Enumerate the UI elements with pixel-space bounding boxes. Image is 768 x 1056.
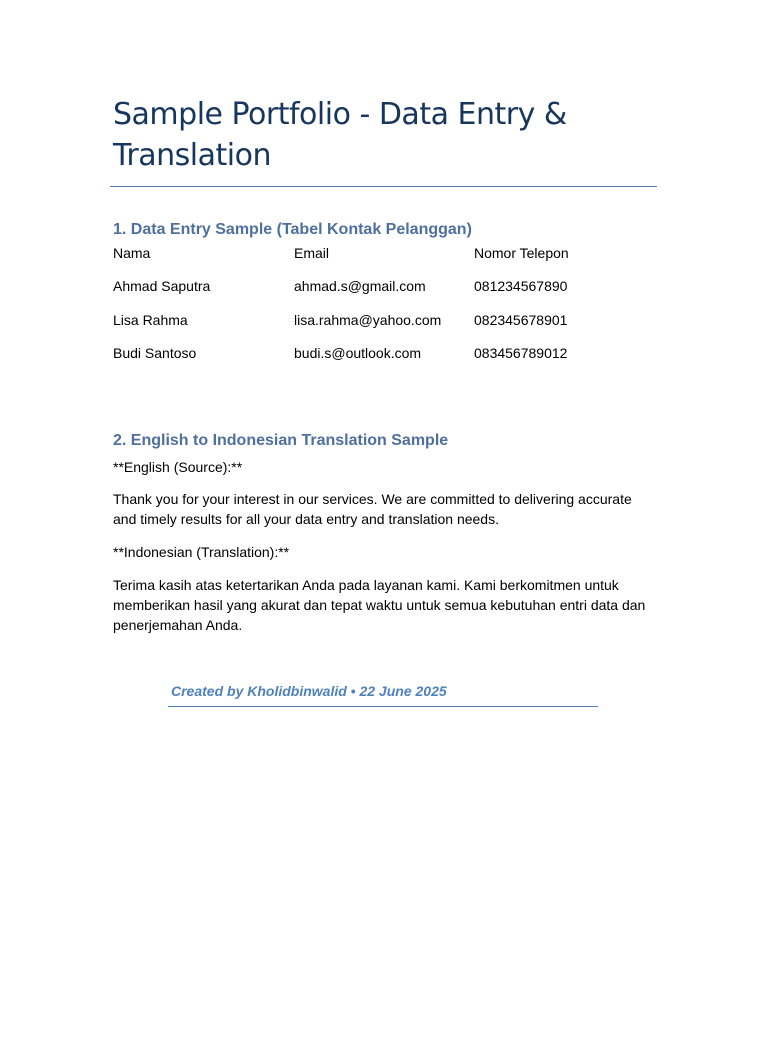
section-heading-data-entry: 1. Data Entry Sample (Tabel Kontak Pelanggan) bbox=[113, 221, 472, 238]
title-underline bbox=[110, 186, 657, 187]
column-header-email: Email bbox=[294, 245, 330, 261]
cell-email: ahmad.s@gmail.com bbox=[294, 278, 426, 295]
column-header-phone: Nomor Telepon bbox=[474, 245, 569, 261]
cell-name: Lisa Rahma bbox=[113, 311, 188, 328]
contact-table bbox=[113, 245, 654, 378]
indonesian-translation-label: **Indonesian (Translation):** bbox=[113, 544, 290, 560]
cell-phone: 082345678901 bbox=[474, 311, 568, 328]
table-row bbox=[113, 345, 654, 378]
document-title: Sample Portfolio - Data Entry & Translation bbox=[113, 97, 567, 173]
english-source-label: **English (Source):** bbox=[113, 459, 243, 475]
cell-name: Ahmad Saputra bbox=[113, 278, 211, 295]
cell-phone: 083456789012 bbox=[474, 344, 568, 361]
indonesian-translation-text: Terima kasih atas ketertarikan Anda pada layanan kami. Kami berkomitmen untuk memberikan hasil yang akurat dan tepat waktu untuk semua kebutuhan entri data dan penerjemahan Anda. bbox=[113, 577, 646, 633]
section-heading-translation: 2. English to Indonesian Translation Sample bbox=[113, 432, 449, 449]
table-row bbox=[113, 312, 654, 345]
cell-email: lisa.rahma@yahoo.com bbox=[294, 311, 442, 328]
credit-underline bbox=[168, 706, 598, 707]
table-row bbox=[113, 278, 654, 311]
cell-name: Budi Santoso bbox=[113, 344, 197, 361]
table-header-row bbox=[113, 245, 654, 278]
cell-email: budi.s@outlook.com bbox=[294, 344, 422, 361]
credit-line: Created by Kholidbinwalid • 22 June 2025 bbox=[171, 683, 447, 699]
english-source-text: Thank you for your interest in our services. We are committed to delivering accurate and timely results for all your data entry and translation needs. bbox=[113, 491, 632, 527]
column-header-nama: Nama bbox=[113, 245, 151, 261]
cell-phone: 081234567890 bbox=[474, 278, 568, 295]
